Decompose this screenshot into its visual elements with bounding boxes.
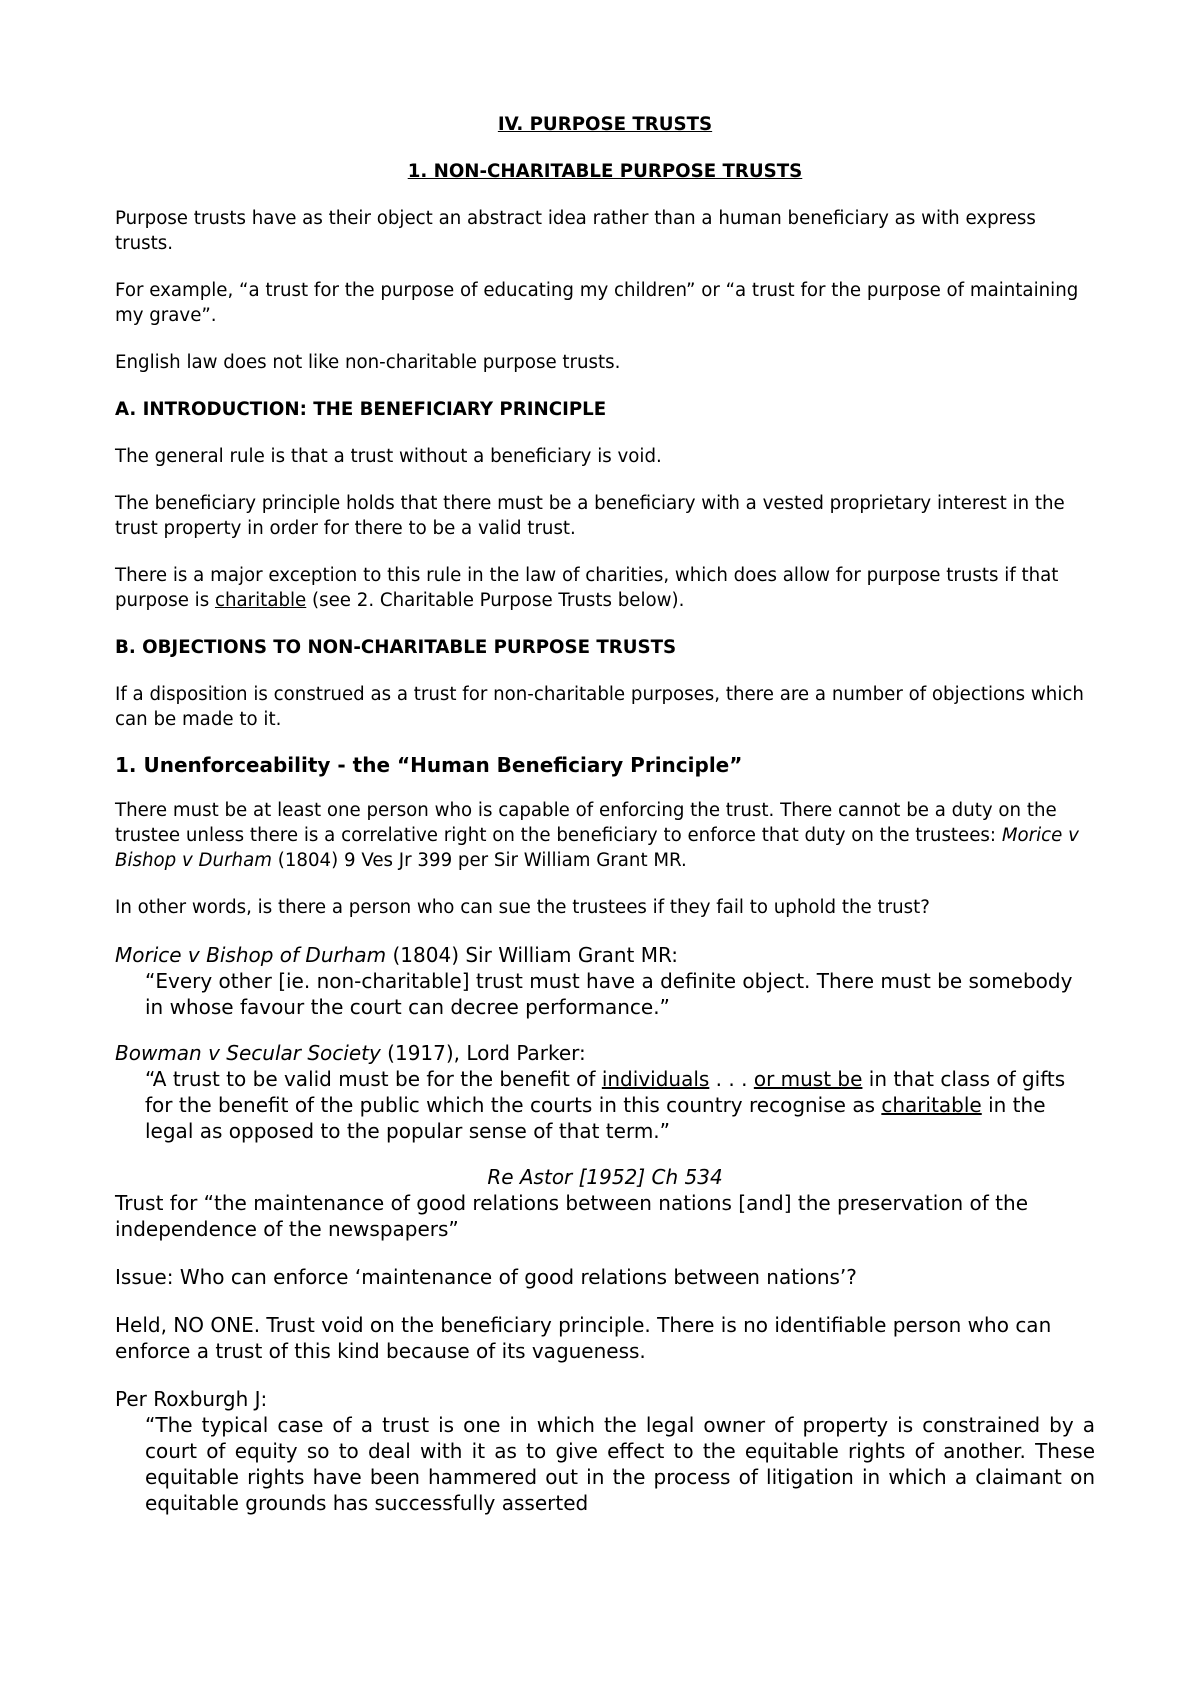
paragraph-english-law: English law does not like non-charitable purpose trusts. xyxy=(115,352,621,373)
paragraph-objections: If a disposition is construed as a trust for non-charitable purposes, there are a number of objections which can be made to it. xyxy=(115,684,1084,730)
paragraph-exception: There is a major exception to this rule in the law of charities, which does allow for purpose trusts if that purpose is charitable (see 2. Charitable Purpose Trusts below). xyxy=(115,565,1059,611)
astor-quote: “The typical case of a trust is one in which the legal owner of property is constrained by a court of equity so to deal with it as to give effect to the equitable rights of another. These equitable rights have been hammered out in the process of litigation in which a claimant on equitable grounds has successfully asserted xyxy=(145,1413,1095,1515)
astor-held: Held, NO ONE. Trust void on the beneficiary principle. There is no identifiable person who can enforce a trust of this kind because of its vagueness. xyxy=(115,1313,1052,1363)
page-title: IV. PURPOSE TRUSTS xyxy=(497,114,713,135)
astor-case-heading: Re Astor [1952] Ch 534 xyxy=(487,1165,723,1189)
bowman-quote: “A trust to be valid must be for the benefit of individuals . . . or must be in that class of gifts for the benefit of the public which the courts in this country recognise as charitable in the legal as opposed to the popular sense of that term.” xyxy=(145,1067,1066,1143)
heading-b: B. OBJECTIONS TO NON-CHARITABLE PURPOSE TRUSTS xyxy=(115,637,677,658)
morice-quote: “Every other [ie. non-charitable] trust must have a definite object. There must be somebody in whose favour the court can decree performance.” xyxy=(145,969,1073,1019)
heading-a: A. INTRODUCTION: THE BENEFICIARY PRINCIPLE xyxy=(115,399,607,420)
section-title: 1. NON-CHARITABLE PURPOSE TRUSTS xyxy=(407,161,803,182)
charitable-underline: charitable xyxy=(214,590,307,611)
paragraph-other-words: In other words, is there a person who can sue the trustees if they fail to uphold the trust? xyxy=(115,897,930,918)
astor-trust: Trust for “the maintenance of good relations between nations [and] the preservation of the independence of the newspapers” xyxy=(115,1191,1028,1241)
case-citation: Morice v Bishop v Durham xyxy=(115,825,1079,871)
morice-citation: Morice v Bishop of Durham (1804) Sir William Grant MR: xyxy=(115,943,678,967)
paragraph-beneficiary-principle: The beneficiary principle holds that there must be a beneficiary with a vested proprietary interest in the trust property in order for there to be a valid trust. xyxy=(115,493,1065,539)
paragraph-example: For example, “a trust for the purpose of educating my children” or “a trust for the purpose of maintaining my grave”. xyxy=(115,280,1079,326)
heading-1: 1. Unenforceability - the “Human Beneficiary Principle” xyxy=(115,753,743,777)
paragraph-general-rule: The general rule is that a trust without a beneficiary is void. xyxy=(115,446,662,467)
paragraph-intro: Purpose trusts have as their object an abstract idea rather than a human beneficiary as with express trusts. xyxy=(115,208,1036,254)
astor-issue: Issue: Who can enforce ‘maintenance of good relations between nations’? xyxy=(115,1265,857,1289)
paragraph-enforce: There must be at least one person who is capable of enforcing the trust. There cannot be a duty on the trustee unless there is a correlative right on the beneficiary to enforce that duty on the trustees: Morice v Bishop v Durham (1804) 9 Ves Jr 399 per Sir William Grant MR. xyxy=(115,800,1079,871)
document-body xyxy=(115,112,1095,1516)
bowman-citation: Bowman v Secular Society (1917), Lord Parker: xyxy=(115,1041,586,1065)
astor-per: Per Roxburgh J: xyxy=(115,1387,268,1411)
